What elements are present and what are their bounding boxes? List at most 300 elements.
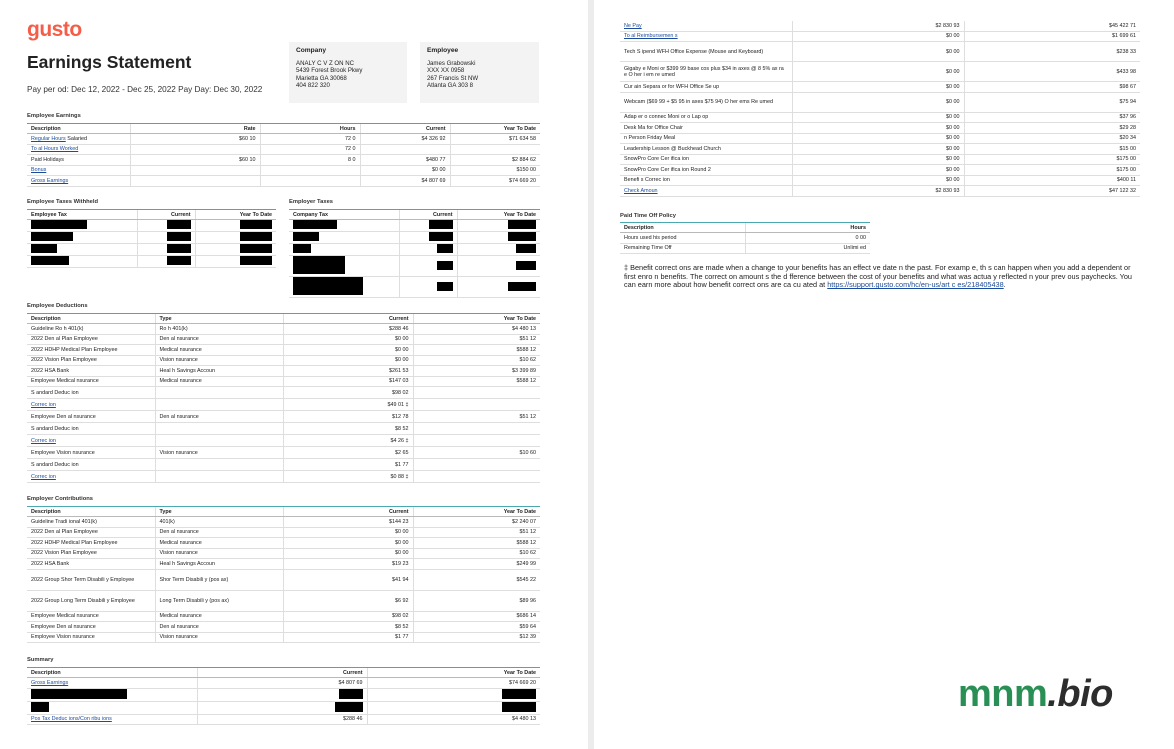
contribution-desc: 2022 HSA Bank bbox=[27, 559, 155, 570]
deduction-current: $0 00 bbox=[283, 345, 413, 356]
deduction-ytd bbox=[413, 423, 540, 435]
gross-earnings-link[interactable]: Gross Earnings bbox=[31, 679, 69, 686]
col-description: Description bbox=[620, 223, 745, 233]
table-row bbox=[27, 423, 540, 435]
deduction-current: $1 77 bbox=[283, 459, 413, 471]
bonus-link[interactable]: Bonus bbox=[31, 167, 47, 174]
earning-current: $480 77 bbox=[360, 155, 450, 166]
table-row bbox=[27, 701, 540, 714]
reimbursement-desc: Tech S ipend WFH Office Expense (Mouse and Keyboard) bbox=[620, 42, 792, 62]
contribution-type: Medical nsurance bbox=[155, 538, 283, 549]
table-row bbox=[27, 632, 540, 643]
company-info-box bbox=[289, 42, 407, 103]
redaction-block bbox=[240, 256, 272, 265]
contribution-desc: Guideline Tradi ional 401(k) bbox=[27, 517, 155, 528]
redaction-block bbox=[339, 689, 363, 699]
company-line: Marietta GA 30068 bbox=[296, 74, 347, 82]
col-type: Type bbox=[155, 507, 283, 517]
table-row bbox=[289, 244, 540, 256]
employee-line: James Grabowski bbox=[427, 60, 476, 68]
earning-current: $4 807 69 bbox=[360, 176, 450, 187]
summary-ytd: $1 699 61 bbox=[964, 31, 1140, 42]
contribution-current: $19 23 bbox=[283, 559, 413, 570]
deduction-desc: S andard Deduc ion bbox=[27, 459, 155, 471]
summary-ytd: $75 94 bbox=[964, 92, 1140, 112]
table-row bbox=[27, 155, 540, 166]
earning-ytd: $71 634 58 bbox=[450, 134, 540, 145]
deduction-current: $0 00 bbox=[283, 355, 413, 366]
summary-ytd: $175 00 bbox=[964, 165, 1140, 176]
table-row bbox=[27, 232, 276, 244]
table-row bbox=[27, 611, 540, 622]
col-current: Current bbox=[283, 507, 413, 517]
deduction-desc: Guideline Ro h 401(k) bbox=[27, 324, 155, 335]
col-ytd: Year To Date bbox=[413, 507, 540, 517]
contribution-type: Vision nsurance bbox=[155, 548, 283, 559]
reimbursement-desc: Cur ain Separa or for WFH Office Se up bbox=[620, 82, 792, 93]
statement-page-2 bbox=[596, 0, 1174, 749]
contribution-current: $41 94 bbox=[283, 569, 413, 590]
table-row bbox=[620, 144, 1140, 155]
contribution-type: 401(k) bbox=[155, 517, 283, 528]
col-description: Description bbox=[27, 124, 130, 134]
redaction-block bbox=[516, 244, 536, 253]
watermark-part2: .bio bbox=[1047, 673, 1113, 715]
employee-header: Employee bbox=[427, 47, 459, 54]
contributions-table bbox=[27, 506, 540, 643]
earnings-table bbox=[27, 123, 540, 187]
earning-hours bbox=[260, 176, 360, 187]
correction-link[interactable]: Correc ion bbox=[31, 437, 56, 444]
contribution-type: Medical nsurance bbox=[155, 611, 283, 622]
contribution-ytd: $59 64 bbox=[413, 622, 540, 633]
col-current: Current bbox=[197, 668, 367, 678]
summary-current: $2 830 93 bbox=[792, 21, 964, 31]
contribution-desc: Employee Medical nsurance bbox=[27, 611, 155, 622]
deduction-type: Heal h Savings Accoun bbox=[155, 366, 283, 377]
deduction-current: $288 46 bbox=[283, 324, 413, 335]
table-row bbox=[27, 590, 540, 611]
redaction-block bbox=[167, 232, 191, 241]
table-row bbox=[27, 517, 540, 528]
earning-rate bbox=[130, 144, 260, 155]
earning-hours: 72 0 bbox=[260, 144, 360, 155]
table-row bbox=[27, 527, 540, 538]
total-hours-link[interactable]: To al Hours Worked bbox=[31, 146, 79, 153]
earning-ytd: $74 669 20 bbox=[450, 176, 540, 187]
deductions-section-title: Employee Deductions bbox=[27, 303, 88, 309]
redaction-block bbox=[31, 244, 57, 253]
summary-ytd: $45 422 71 bbox=[964, 21, 1140, 31]
summary-ytd: $400 11 bbox=[964, 175, 1140, 186]
reimbursement-desc: Desk Ma for Office Chair bbox=[620, 123, 792, 134]
deduction-ytd bbox=[413, 471, 540, 483]
summary-ytd: $29 28 bbox=[964, 123, 1140, 134]
redaction-block bbox=[437, 244, 453, 253]
page-divider bbox=[588, 0, 594, 749]
earning-desc-suffix: Salaried bbox=[65, 135, 88, 142]
earning-rate bbox=[130, 165, 260, 176]
deduction-ytd: $10 60 bbox=[413, 447, 540, 459]
table-row bbox=[27, 569, 540, 590]
summary-current: $4 807 69 bbox=[197, 678, 367, 689]
contribution-desc: 2022 HDHP Medical Plan Employee bbox=[27, 538, 155, 549]
reimbursement-desc: Gigaby e Moni or $399 99 base cos plus $34 in axes @ 8 5% ax ra e O her i em re umed bbox=[620, 62, 792, 82]
col-current: Current bbox=[137, 210, 195, 220]
col-ytd: Year To Date bbox=[413, 314, 540, 324]
deduction-current: $98 02 bbox=[283, 387, 413, 399]
redaction-block bbox=[31, 689, 127, 699]
summary-ytd: $238 33 bbox=[964, 42, 1140, 62]
deduction-current: $147 03 bbox=[283, 376, 413, 387]
reimbursement-desc: Leadership Lesson @ Buckhead Church bbox=[620, 144, 792, 155]
table-row bbox=[620, 31, 1140, 42]
contribution-current: $98 02 bbox=[283, 611, 413, 622]
redaction-block bbox=[167, 244, 191, 253]
table-row bbox=[27, 548, 540, 559]
company-header: Company bbox=[296, 47, 327, 54]
redaction-block bbox=[31, 702, 49, 712]
deduction-type bbox=[155, 399, 283, 411]
redaction-block bbox=[508, 232, 536, 241]
contribution-ytd: $89 96 bbox=[413, 590, 540, 611]
earnings-section-title: Employee Earnings bbox=[27, 113, 81, 119]
contribution-ytd: $51 12 bbox=[413, 527, 540, 538]
footnote-suffix: . bbox=[1003, 280, 1006, 290]
contribution-type: Den al nsurance bbox=[155, 527, 283, 538]
table-row bbox=[27, 399, 540, 411]
contribution-current: $8 52 bbox=[283, 622, 413, 633]
deduction-desc: S andard Deduc ion bbox=[27, 387, 155, 399]
company-line: ANALY C V Z ON NC bbox=[296, 60, 355, 68]
col-current: Current bbox=[399, 210, 457, 220]
summary-current: $288 46 bbox=[197, 714, 367, 725]
deduction-type bbox=[155, 387, 283, 399]
deduction-current: $8 52 bbox=[283, 423, 413, 435]
table-row bbox=[27, 688, 540, 701]
table-row bbox=[27, 220, 276, 232]
company-line: 5439 Forest Brook Pkwy bbox=[296, 67, 363, 75]
net-pay-link[interactable]: Ne Pay bbox=[624, 22, 642, 29]
pto-desc: Hours used his period bbox=[620, 233, 745, 244]
pay-period: Pay per od: Dec 12, 2022 - Dec 25, 2022 Pay Day: Dec 30, 2022 bbox=[27, 85, 263, 94]
table-row bbox=[27, 176, 540, 187]
summary-current: $0 00 bbox=[792, 92, 964, 112]
reimbursement-desc: n Person Friday Meal bbox=[620, 133, 792, 144]
col-current: Current bbox=[360, 124, 450, 134]
summary-ytd: $20 34 bbox=[964, 133, 1140, 144]
table-row bbox=[27, 376, 540, 387]
deduction-ytd: $588 12 bbox=[413, 345, 540, 356]
deduction-type: Den al nsurance bbox=[155, 334, 283, 345]
deduction-desc: 2022 HDHP Medical Plan Employee bbox=[27, 345, 155, 356]
col-employee-tax: Employee Tax bbox=[27, 210, 137, 220]
employee-taxes-table bbox=[27, 209, 276, 268]
col-description: Description bbox=[27, 507, 155, 517]
summary-current: $0 00 bbox=[792, 175, 964, 186]
contribution-desc: 2022 Group Long Term Disabili y Employee bbox=[27, 590, 155, 611]
pto-desc: Remaining Time Off bbox=[620, 243, 745, 254]
contribution-ytd: $249 99 bbox=[413, 559, 540, 570]
employee-line: XXX XX 0958 bbox=[427, 67, 465, 75]
redaction-block bbox=[31, 220, 87, 229]
earning-current: $4 326 92 bbox=[360, 134, 450, 145]
footnote-text: ‡ Benefit correct ons are made when a change to your benefits has an effect ve date n the past. For examp e, th s can happen when you add a dependent or first enro n benefits. The correct on amount s the d fference between the cost of your benefits and what was actua y reflected n your prev ous paychecks. You can earn more about how benefit correct ons are ca cu ated at bbox=[624, 263, 1132, 290]
redaction-block bbox=[293, 256, 345, 274]
redaction-block bbox=[240, 232, 272, 241]
pto-table bbox=[620, 222, 870, 254]
contribution-current: $6 92 bbox=[283, 590, 413, 611]
table-row bbox=[27, 345, 540, 356]
table-row bbox=[620, 62, 1140, 82]
table-row bbox=[620, 133, 1140, 144]
summary-ytd: $433 98 bbox=[964, 62, 1140, 82]
earning-ytd: $150 00 bbox=[450, 165, 540, 176]
redaction-block bbox=[516, 261, 536, 270]
contribution-ytd: $12 39 bbox=[413, 632, 540, 643]
summary-ytd: $37 96 bbox=[964, 112, 1140, 123]
deduction-desc: 2022 HSA Bank bbox=[27, 366, 155, 377]
deduction-current: $12 78 bbox=[283, 411, 413, 423]
check-amount-link[interactable]: Check Amoun bbox=[624, 187, 658, 194]
earning-current bbox=[360, 144, 450, 155]
redaction-block bbox=[429, 220, 453, 229]
earning-hours: 72 0 bbox=[260, 134, 360, 145]
col-ytd: Year To Date bbox=[195, 210, 276, 220]
deduction-type: Ro h 401(k) bbox=[155, 324, 283, 335]
redaction-block bbox=[293, 220, 337, 229]
earning-ytd bbox=[450, 144, 540, 155]
summary-table bbox=[27, 667, 540, 725]
reimbursement-desc: SnowPro Core Cer ifica ion Round 2 bbox=[620, 165, 792, 176]
redaction-block bbox=[502, 689, 536, 699]
table-row bbox=[27, 538, 540, 549]
table-row bbox=[27, 471, 540, 483]
deduction-ytd bbox=[413, 399, 540, 411]
summary-current: $0 00 bbox=[792, 62, 964, 82]
col-ytd: Year To Date bbox=[457, 210, 540, 220]
col-hours: Hours bbox=[260, 124, 360, 134]
table-row bbox=[289, 256, 540, 277]
summary-ytd: $47 122 32 bbox=[964, 186, 1140, 197]
earning-hours bbox=[260, 165, 360, 176]
summary-current: $0 00 bbox=[792, 82, 964, 93]
contribution-ytd: $686 14 bbox=[413, 611, 540, 622]
deduction-ytd: $51 12 bbox=[413, 334, 540, 345]
redaction-block bbox=[437, 261, 453, 270]
contribution-current: $1 77 bbox=[283, 632, 413, 643]
contribution-desc: Employee Den al nsurance bbox=[27, 622, 155, 633]
table-row bbox=[27, 355, 540, 366]
deduction-type: Medical nsurance bbox=[155, 345, 283, 356]
deduction-ytd: $3 399 89 bbox=[413, 366, 540, 377]
deduction-type: Vision nsurance bbox=[155, 447, 283, 459]
table-row bbox=[620, 92, 1140, 112]
table-row bbox=[620, 175, 1140, 186]
deduction-desc: S andard Deduc ion bbox=[27, 423, 155, 435]
pto-hours: 0 00 bbox=[745, 233, 870, 244]
benefit-correction-footnote bbox=[624, 264, 1144, 290]
deduction-desc: Employee Medical nsurance bbox=[27, 376, 155, 387]
deduction-desc: Employee Den al nsurance bbox=[27, 411, 155, 423]
redaction-block bbox=[167, 256, 191, 265]
employer-taxes-section-title: Employer Taxes bbox=[289, 199, 334, 205]
summary-current: $0 00 bbox=[792, 42, 964, 62]
col-rate: Rate bbox=[130, 124, 260, 134]
table-row bbox=[27, 447, 540, 459]
redaction-block bbox=[31, 232, 73, 241]
col-type: Type bbox=[155, 314, 283, 324]
watermark-part1: mnm bbox=[958, 673, 1048, 715]
correction-link[interactable]: Correc ion bbox=[31, 401, 56, 408]
redaction-block bbox=[293, 244, 311, 253]
summary-ytd: $15 00 bbox=[964, 144, 1140, 155]
summary-ytd: $175 00 bbox=[964, 154, 1140, 165]
employee-info-box bbox=[420, 42, 539, 103]
mnm-bio-watermark bbox=[958, 673, 1113, 716]
summary-ytd: $4 480 13 bbox=[367, 714, 540, 725]
table-row bbox=[289, 277, 540, 298]
redaction-block bbox=[429, 232, 453, 241]
deductions-table bbox=[27, 313, 540, 483]
table-row bbox=[27, 366, 540, 377]
table-row bbox=[620, 21, 1140, 31]
summary-current: $0 00 bbox=[792, 31, 964, 42]
deduction-ytd bbox=[413, 435, 540, 447]
gross-earnings-link[interactable]: Gross Earnings bbox=[31, 177, 69, 184]
contribution-desc: 2022 Vision Plan Employee bbox=[27, 548, 155, 559]
deduction-current: $2 65 bbox=[283, 447, 413, 459]
deduction-type bbox=[155, 423, 283, 435]
contribution-current: $144 23 bbox=[283, 517, 413, 528]
contribution-ytd: $10 62 bbox=[413, 548, 540, 559]
redaction-block bbox=[508, 220, 536, 229]
table-row bbox=[620, 154, 1140, 165]
deduction-type bbox=[155, 459, 283, 471]
table-row bbox=[27, 134, 540, 145]
deduction-type bbox=[155, 435, 283, 447]
deduction-current: $261 53 bbox=[283, 366, 413, 377]
table-row bbox=[27, 256, 276, 268]
table-row bbox=[289, 232, 540, 244]
deduction-ytd bbox=[413, 387, 540, 399]
table-row bbox=[620, 42, 1140, 62]
redaction-block bbox=[437, 282, 453, 291]
table-row bbox=[27, 165, 540, 176]
contribution-desc: Employee Vision nsurance bbox=[27, 632, 155, 643]
employee-line: Atlanta GA 303 8 bbox=[427, 81, 474, 89]
table-row bbox=[27, 144, 540, 155]
redaction-block bbox=[335, 702, 363, 712]
table-row bbox=[27, 622, 540, 633]
table-row bbox=[27, 435, 540, 447]
redaction-block bbox=[167, 220, 191, 229]
redaction-block bbox=[502, 702, 536, 712]
col-company-tax: Company Tax bbox=[289, 210, 399, 220]
deduction-desc: 2022 Vision Plan Employee bbox=[27, 355, 155, 366]
contribution-desc: 2022 Den al Plan Employee bbox=[27, 527, 155, 538]
summary-ytd: $98 67 bbox=[964, 82, 1140, 93]
summary-current: $2 830 93 bbox=[792, 186, 964, 197]
pto-hours: Unlimi ed bbox=[745, 243, 870, 254]
earning-hours: 8 0 bbox=[260, 155, 360, 166]
summary-current: $0 00 bbox=[792, 154, 964, 165]
statement-page-1 bbox=[0, 0, 585, 749]
col-ytd: Year To Date bbox=[450, 124, 540, 134]
earning-current: $0 00 bbox=[360, 165, 450, 176]
company-line: 404 822 320 bbox=[296, 81, 330, 89]
deduction-ytd bbox=[413, 459, 540, 471]
table-row bbox=[620, 186, 1140, 197]
earning-rate bbox=[130, 176, 260, 187]
contribution-type: Vision nsurance bbox=[155, 632, 283, 643]
employee-line: 267 Francis St NW bbox=[427, 74, 479, 82]
reimbursement-desc: Benefi s Correc ion bbox=[620, 175, 792, 186]
table-row bbox=[620, 233, 870, 244]
contributions-section-title: Employer Contributions bbox=[27, 496, 94, 502]
contribution-current: $0 00 bbox=[283, 548, 413, 559]
summary-current: $0 00 bbox=[792, 133, 964, 144]
summary-current: $0 00 bbox=[792, 144, 964, 155]
redaction-block bbox=[508, 282, 536, 291]
table-row bbox=[289, 220, 540, 232]
table-row bbox=[27, 678, 540, 689]
table-row bbox=[27, 411, 540, 423]
summary-current: $0 00 bbox=[792, 123, 964, 134]
deduction-desc: Employee Vision nsurance bbox=[27, 447, 155, 459]
total-reimbursements-link[interactable]: To al Reimbursemen s bbox=[624, 33, 678, 40]
correction-link[interactable]: Correc ion bbox=[31, 473, 56, 480]
contribution-type: Long Term Disabili y (pos ax) bbox=[155, 590, 283, 611]
col-current: Current bbox=[283, 314, 413, 324]
table-row bbox=[27, 459, 540, 471]
earning-rate: $60 10 bbox=[130, 155, 260, 166]
table-row bbox=[27, 244, 276, 256]
table-row bbox=[27, 714, 540, 725]
contribution-desc: 2022 Group Shor Term Disabili y Employee bbox=[27, 569, 155, 590]
table-row bbox=[27, 559, 540, 570]
deduction-type bbox=[155, 471, 283, 483]
redaction-block bbox=[293, 232, 319, 241]
post-tax-deductions-link[interactable]: Pos Tax Deduc ions/Con ribu ions bbox=[31, 716, 112, 723]
table-row bbox=[620, 243, 870, 254]
summary-section-title: Summary bbox=[27, 657, 54, 663]
contribution-ytd: $545 22 bbox=[413, 569, 540, 590]
deduction-desc: 2022 Den al Plan Employee bbox=[27, 334, 155, 345]
table-row bbox=[620, 112, 1140, 123]
deduction-ytd: $588 12 bbox=[413, 376, 540, 387]
gusto-logo: gusto bbox=[27, 18, 82, 41]
deduction-current: $49 01 ‡ bbox=[283, 399, 413, 411]
contribution-type: Heal h Savings Accoun bbox=[155, 559, 283, 570]
deduction-current: $0 88 ‡ bbox=[283, 471, 413, 483]
summary-continued-table bbox=[620, 21, 1140, 197]
table-row bbox=[620, 165, 1140, 176]
redaction-block bbox=[31, 256, 69, 265]
deduction-current: $0 00 bbox=[283, 334, 413, 345]
reimbursement-desc: SnowPro Core Cer ifica ion bbox=[620, 154, 792, 165]
regular-hours-link[interactable]: Regular Hours bbox=[31, 135, 66, 142]
col-description: Description bbox=[27, 314, 155, 324]
table-row bbox=[27, 387, 540, 399]
reimbursement-desc: Adap er o connec Moni or o Lap op bbox=[620, 112, 792, 123]
deduction-ytd: $51 12 bbox=[413, 411, 540, 423]
contribution-current: $0 00 bbox=[283, 527, 413, 538]
deduction-type: Medical nsurance bbox=[155, 376, 283, 387]
support-article-link[interactable]: https://support.gusto.com/hc/en-us/art c es/218405438 bbox=[827, 280, 1004, 290]
col-hours: Hours bbox=[745, 223, 870, 233]
summary-current: $0 00 bbox=[792, 112, 964, 123]
